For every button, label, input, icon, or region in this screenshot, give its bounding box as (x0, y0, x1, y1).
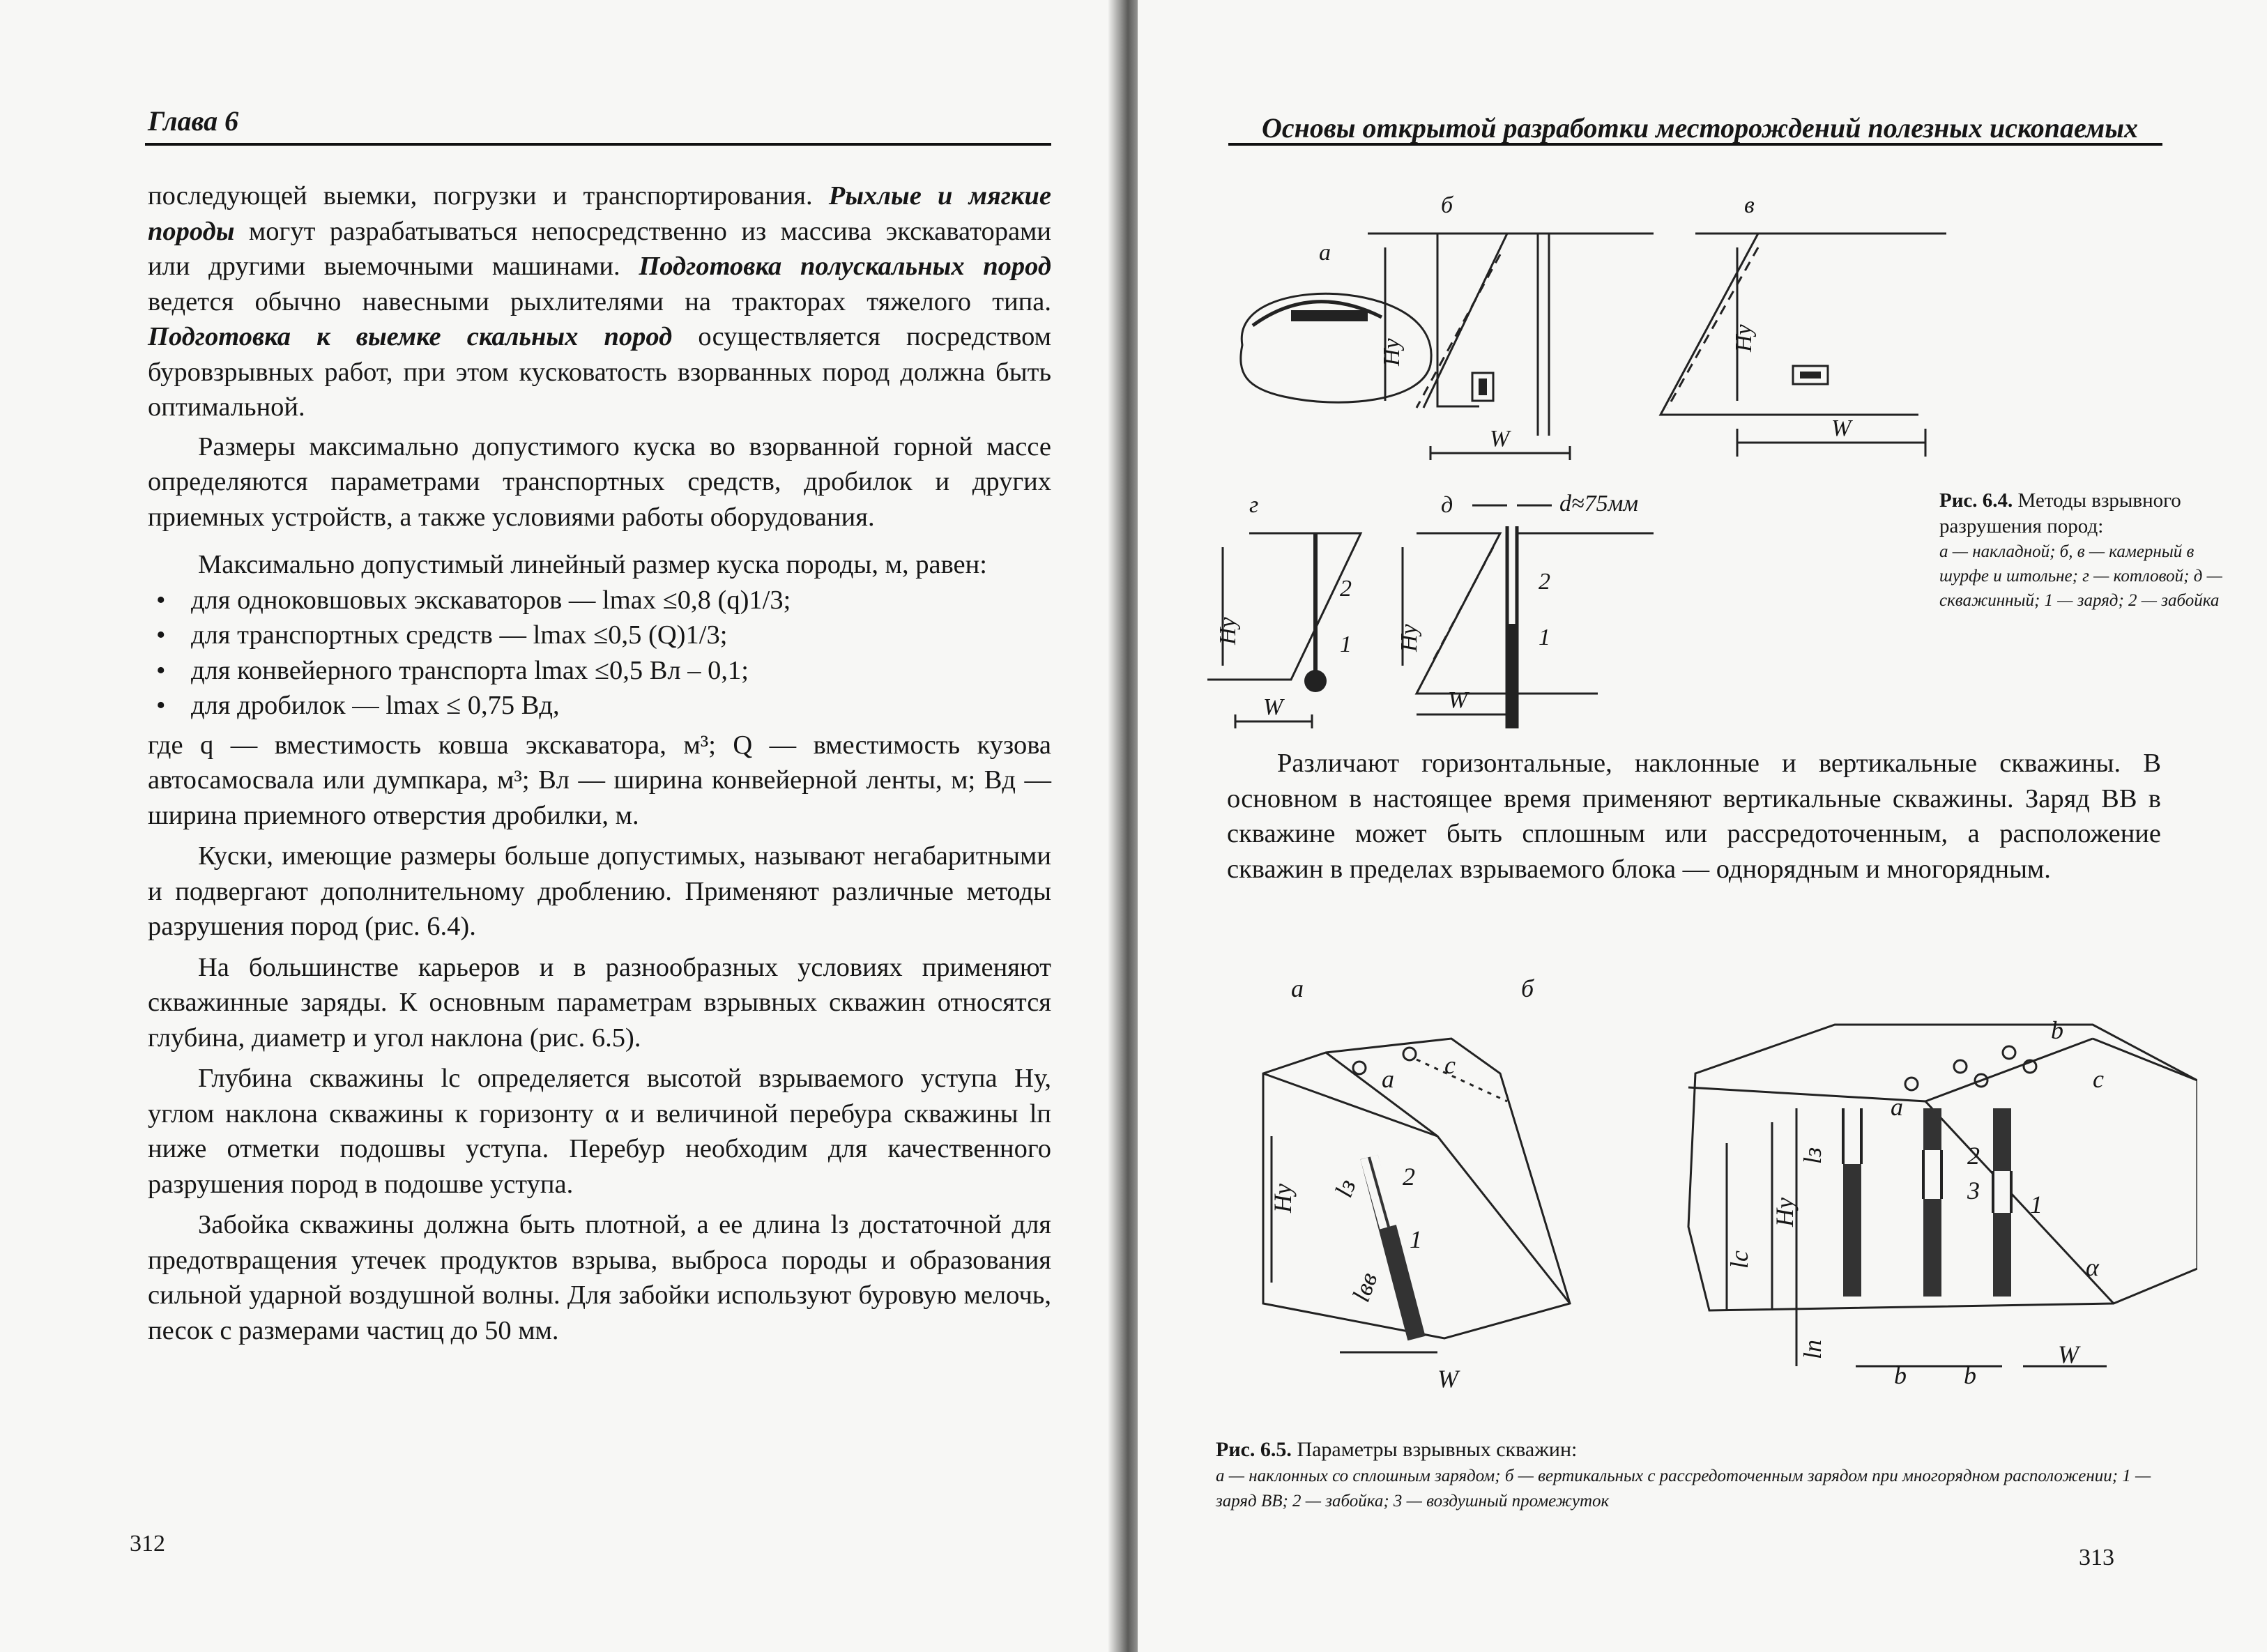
fig64-n2-g: 2 (1340, 576, 1352, 602)
paragraph-borehole-params: На большинстве карьеров и в разнообразных условиях применяют скважинные заряды. К основным параметрам взрывных скважин относятся глубина, диаметр и угол наклона (рис. 6.5). (148, 952, 1051, 1053)
list-item: • для дробилок — lmax ≤ 0,75 Bд, (148, 688, 1051, 724)
figure-6-4-caption (1939, 488, 2239, 613)
caption-legend: а — накладной; б, в — камерный в шурфе и штольне; г — котловой; д — скважинный; 1 — заряд; 2 — забойка (1939, 542, 2222, 610)
fig64-n1-d: 1 (1539, 625, 1550, 650)
list-item: • для транспортных средств — lmax ≤0,5 (Q)1/3; (148, 618, 1051, 653)
paragraph-rock-types (148, 178, 1051, 425)
fig64-w-d: W (1448, 687, 1468, 713)
fig65-b-top: b (2051, 1016, 2063, 1044)
fig65-n1-left: 1 (1410, 1225, 1422, 1253)
fig65-a-left: a (1382, 1065, 1394, 1093)
paragraph-oversize: Куски, имеющие размеры больше допустимых, называют негабаритными и подвергают дополнительному дроблению. Применяют различные методы разрушения пород (рис. 6.4). (148, 841, 1051, 941)
text: могут разрабатываться непосредственно из массива экскаваторами или другими выемочными машинами. (148, 216, 1051, 281)
right-page (1138, 0, 2267, 1652)
page-number-left: 312 (130, 1531, 165, 1557)
paragraph-stemming: Забойка скважины должна быть плотной, а ее длина lз достаточной для предотвращения утечек продуктов взрыва, выброса породы и образования сильной ударной воздушной волны. Для забойки используют буровую мелочь, песок с размерами частиц до 50 мм. (148, 1210, 1051, 1345)
right-text-paragraph (1227, 746, 2161, 887)
left-page (0, 0, 1115, 1652)
header-rule (1228, 143, 2162, 146)
fig65-hy-right: Hу (1771, 1198, 1799, 1227)
left-text-column (148, 178, 1051, 1348)
fig65-b-bottom-1: b (1894, 1361, 1907, 1389)
fig64-hy-v: Hу (1731, 324, 1757, 352)
caption-text: Методы взрывного разрушения пород: (1939, 489, 2181, 537)
paragraph-variables: где q — вместимость ковша экскаватора, м³; Q — вместимость кузова автосамосвала или думпкара, м³; Bл — ширина конвейерной ленты, м; Bд — ширина приемного отверстия дробилки, м. (148, 730, 1051, 830)
caption-text: Параметры взрывных скважин: (1291, 1438, 1578, 1461)
caption-legend: а — наклонных со сплошным зарядом; б — вертикальных с рассредоточенным зарядом при многорядном расположении; 1 — заряд ВВ; 2 — забойка; 3 — воздушный промежуток (1216, 1467, 2151, 1510)
fig65-alpha: α (2086, 1253, 2099, 1281)
fig65-lz-right: lз (1799, 1147, 1826, 1164)
figure-6-5-caption (1216, 1436, 2178, 1514)
text: последующей выемки, погрузки и транспортирования. (148, 181, 829, 211)
figure-6-5 (1207, 976, 2197, 1394)
fig65-n3: 3 (1967, 1177, 1980, 1204)
fig65-c-left: c (1444, 1051, 1456, 1079)
fig65-a-right: a (1891, 1093, 1903, 1121)
fig64-hy-g: Hу (1215, 617, 1241, 645)
fig64-hy-d: Hу (1396, 624, 1422, 652)
fig65-lp: lп (1799, 1339, 1826, 1359)
fig65-lvv: lвв (1346, 1269, 1383, 1306)
fig64-w-b: W (1490, 426, 1510, 452)
fig65-hy-left: Hу (1269, 1184, 1297, 1213)
chapter-header: Глава 6 (148, 105, 239, 137)
text: ведется обычно навесными рыхлителями на тракторах тяжелого типа. (148, 286, 1051, 316)
caption-title: Рис. 6.5. (1216, 1438, 1292, 1461)
fig65-label-b: б (1521, 976, 1534, 1002)
list-item: • для конвейерного транспорта lmax ≤0,5 Bл – 0,1; (148, 653, 1051, 689)
fig65-w-left: W (1437, 1365, 1458, 1393)
figure-6-4 (1207, 178, 2086, 735)
fig65-lz-left: lз (1329, 1175, 1361, 1201)
fig64-label-a: а (1319, 240, 1331, 266)
section-header: Основы открытой разработки месторождений полезных ископаемых (1262, 112, 2138, 144)
fig64-label-b: б (1441, 192, 1453, 218)
fig64-hy-b: Hу (1379, 338, 1405, 366)
fig65-lc: lс (1725, 1251, 1753, 1269)
paragraph-borehole-depth: Глубина скважины lс определяется высотой взрываемого уступа Hу, углом наклона скважины к горизонту α и величиной перебура скважины lп ниже отметки подошвы уступа. Перебур необходим для качественного разрушения пород в подошве уступа. (148, 1064, 1051, 1199)
fig64-label-v: в (1744, 192, 1755, 218)
size-formula-list (148, 583, 1051, 724)
fig64-n2-d: 2 (1539, 569, 1550, 595)
fig64-w-g: W (1263, 694, 1283, 720)
emphasis-semi-rock: Подготовка полускальных пород (639, 252, 1051, 281)
fig64-label-g: г (1249, 492, 1259, 518)
fig65-label-a: а (1291, 976, 1304, 1002)
text: осуществляется посредством буровзрывных работ, при этом кусковатость взорванных пород должна быть оптимальной. (148, 322, 1052, 422)
emphasis-rock-prep: Подготовка к выемке скальных пород (148, 322, 673, 351)
page-number-right: 313 (2079, 1545, 2114, 1570)
caption-title: Рис. 6.4. (1939, 489, 2013, 512)
emphasis-soft-rocks: Рыхлые и мягкие породы (148, 181, 1052, 246)
fig64-diameter: d≈75мм (1559, 491, 1639, 517)
fig65-n2-left: 2 (1403, 1163, 1415, 1191)
fig65-n2-right: 2 (1967, 1142, 1980, 1170)
fig65-n1-right: 1 (2030, 1191, 2043, 1218)
fig65-c-right: c (2093, 1065, 2104, 1093)
fig65-b-bottom-2: b (1964, 1361, 1976, 1389)
list-item: • для одноковшовых экскаваторов — lmax ≤0,8 (q)1/3; (148, 583, 1051, 618)
paragraph-max-lump: Размеры максимально допустимого куска во взорванной горной массе определяются параметрами транспортных средств, дробилок и других приемных устройств, а также условиями работы оборудования. (148, 431, 1051, 532)
fig64-label-d: д (1441, 492, 1453, 518)
fig64-w-v: W (1831, 415, 1852, 441)
fig65-w-right: W (2058, 1340, 2079, 1368)
fig64-n1-g: 1 (1340, 632, 1352, 657)
header-rule (145, 143, 1051, 146)
paragraph-max-size-intro: Максимально допустимый линейный размер куска породы, м, равен: (198, 550, 987, 579)
paragraph-borehole-types: Различают горизонтальные, наклонные и вертикальные скважины. В основном в настоящее время применяют вертикальные скважины. Заряд ВВ в скважине может быть сплошным или рассредоточенным, а расположение скважин в пределах взрываемого блока — однорядным и многорядным. (1227, 749, 2161, 884)
